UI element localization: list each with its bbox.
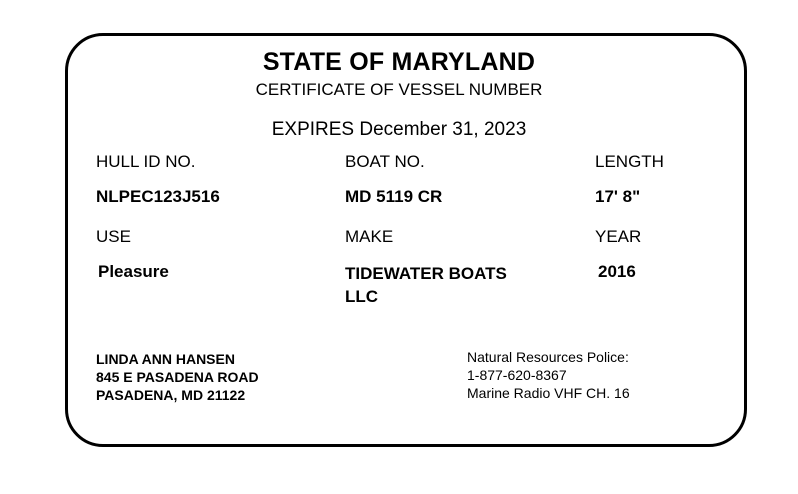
certificate-subtitle: CERTIFICATE OF VESSEL NUMBER xyxy=(255,80,543,99)
police-contact xyxy=(467,348,630,402)
boat-no-label: BOAT NO. xyxy=(345,152,425,171)
owner-address xyxy=(96,350,259,404)
owner-street: 845 E PASADENA ROAD xyxy=(96,369,259,385)
hull-id-value: NLPEC123J516 xyxy=(96,187,220,206)
length-label: LENGTH xyxy=(595,152,664,171)
owner-name: LINDA ANN HANSEN xyxy=(96,351,235,367)
expiration-date: EXPIRES December 31, 2023 xyxy=(271,119,527,140)
police-contact-line-1: Natural Resources Police: xyxy=(467,349,629,365)
use-label: USE xyxy=(96,227,131,246)
year-value: 2016 xyxy=(598,262,636,281)
use-value: Pleasure xyxy=(98,262,169,281)
length-value: 17' 8" xyxy=(595,187,641,206)
make-label: MAKE xyxy=(345,227,394,246)
police-contact-line-2: 1-877-620-8367 xyxy=(467,367,567,383)
owner-city-state-zip: PASADENA, MD 21122 xyxy=(96,387,246,403)
make-value-line-1: TIDEWATER BOATS xyxy=(345,264,507,283)
police-contact-line-3: Marine Radio VHF CH. 16 xyxy=(467,385,630,401)
make-value-line-2: LLC xyxy=(345,287,379,306)
hull-id-label: HULL ID NO. xyxy=(96,152,196,171)
make-value xyxy=(345,262,507,308)
boat-no-value: MD 5119 CR xyxy=(345,187,443,206)
state-title: STATE OF MARYLAND xyxy=(262,48,536,76)
year-label: YEAR xyxy=(595,227,642,246)
